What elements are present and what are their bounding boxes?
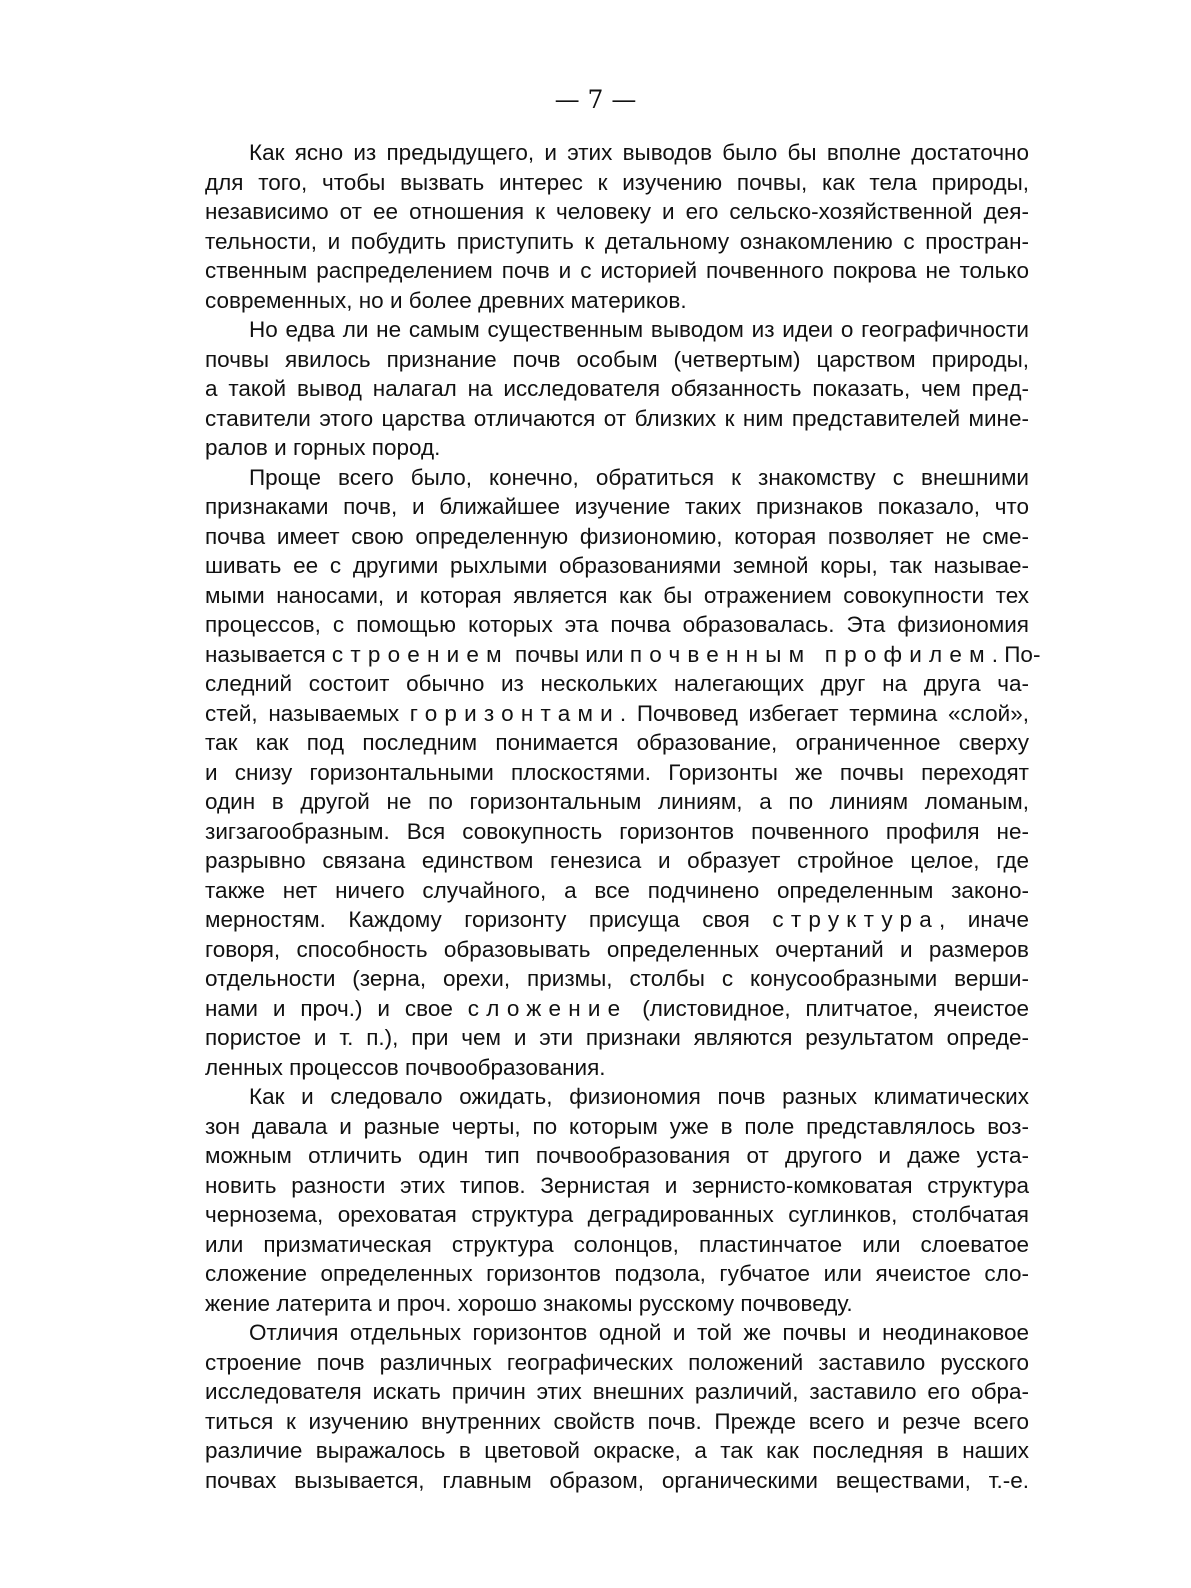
text-line: строение почв различных географических положений заставило русского — [205, 1349, 1029, 1375]
text-line: говоря, способность образовывать определенных очертаний и размеров — [205, 936, 1029, 962]
text-line: почва имеет свою определенную физиономию, которая позволяет не сме- — [205, 523, 1029, 549]
paragraph — [205, 463, 1041, 1083]
text-line: Отличия отдельных горизонтов одной и той же почвы и неодинаковое — [249, 1320, 1029, 1345]
text-line: пористое и т. п.), при чем и эти признаки являются результатом опреде- — [205, 1025, 1029, 1050]
paragraph — [205, 1082, 1029, 1318]
text-line: зон давала и разные черты, по которым уже в поле представлялось воз- — [205, 1113, 1029, 1139]
text-line: зигзагообразным. Вся совокупность горизонтов почвенного профиля не- — [205, 818, 1029, 844]
text-line — [205, 994, 1029, 1024]
spaced-term: сложение — [467, 995, 628, 1021]
text-line: ралов и горных пород. — [205, 435, 441, 460]
spaced-term: структура — [772, 907, 939, 932]
text-line: ставители этого царства отличаются от близких к ним представителей мине- — [205, 405, 1029, 431]
text-run: стей, называемых — [205, 700, 410, 726]
text-line: современных, но и более древних материков. — [205, 287, 687, 313]
text-line: мыми наносами, и которая является как бы отражением совокупности тех — [205, 582, 1029, 608]
text-line: исследователя искать причин этих внешних различий, заставило его обра- — [205, 1379, 1029, 1404]
text-line: Как и следовало ожидать, физиономия почв разных климатических — [249, 1084, 1029, 1109]
text-run: (листовидное, плитчатое, ячеистое — [627, 995, 1029, 1021]
text-line: для того, чтобы вызвать интерес к изучению почвы, как тела природы, — [205, 169, 1029, 195]
text-line: один в другой не по горизонтальным линиям, а по линиям ломаным, — [205, 789, 1029, 814]
text-line: различие выражалось в цветовой окраске, а так как последняя в наших — [205, 1438, 1029, 1463]
text-line: так как под последним понимается образование, ограниченное сверху — [205, 730, 1029, 755]
paragraph — [205, 1318, 1029, 1495]
text-line: ленных процессов почвообразования. — [205, 1054, 606, 1080]
text-run: почвы или — [508, 641, 630, 667]
text-line: процессов, с помощью которых эта почва образовалась. Эта физиономия — [205, 612, 1029, 637]
body-text — [205, 138, 1041, 1495]
text-line: новить разности этих типов. Зернистая и зернисто-комковатая структура — [205, 1172, 1029, 1198]
paragraph — [205, 138, 1029, 315]
text-run: . Почвовед избегает термина «слой», — [619, 700, 1029, 726]
text-line: следний состоит обычно из нескольких налегающих друг на друга ча- — [205, 671, 1029, 696]
text-line: шивать ее с другими рыхлыми образованиями земной коры, так называе- — [205, 553, 1029, 578]
text-line — [205, 905, 1029, 935]
text-line: а такой вывод налагал на исследователя обязанность показать, чем пред- — [205, 376, 1029, 401]
text-line: или призматическая структура солонцов, пластинчатое или слоеватое — [205, 1231, 1029, 1257]
text-line: и снизу горизонтальными плоскостями. Горизонты же почвы переходят — [205, 759, 1029, 785]
spaced-term: строением — [331, 641, 509, 667]
spaced-term: почвенным профилем — [629, 641, 992, 667]
text-line: отдельности (зерна, орехи, призмы, столбы с конусообразными верши- — [205, 966, 1029, 991]
text-line: ственным распределением почв и с историей почвенного покрова не только — [205, 258, 1029, 283]
text-line: Проще всего было, конечно, обратиться к знакомству с внешними — [249, 464, 1029, 490]
text-line: Как ясно из предыдущего, и этих выводов было бы вполне достаточно — [249, 140, 1029, 165]
text-run: мерностям. Каждому горизонту присуща своя — [205, 907, 773, 932]
text-line: чернозема, ореховатая структура деградированных суглинков, столбчатая — [205, 1202, 1029, 1227]
text-run: называется — [205, 641, 332, 667]
text-line: сложение определенных горизонтов подзола, губчатое или ячеистое сло- — [205, 1261, 1029, 1286]
text-line: почвы явилось признание почв особым (четвертым) царством природы, — [205, 346, 1029, 372]
text-line: признаками почв, и ближайшее изучение таких признаков показало, что — [205, 494, 1029, 519]
text-line: также нет ничего случайного, а все подчинено определенным законо- — [205, 877, 1029, 903]
text-line: тельности, и побудить приступить к детальному ознакомлению с простран- — [205, 228, 1029, 254]
paragraph — [205, 315, 1029, 463]
text-line — [205, 699, 1029, 729]
text-line: независимо от ее отношения к человеку и его сельско-хозяйственной дея- — [205, 199, 1029, 224]
text-run: нами и проч.) и свое — [205, 995, 468, 1021]
text-line: почвах вызывается, главным образом, органическими веществами, т.-е. — [205, 1467, 1029, 1493]
page-number: — 7 — — [554, 85, 637, 114]
text-line — [205, 640, 1041, 670]
text-line: титься к изучению внутренних свойств почв. Прежде всего и резче всего — [205, 1408, 1029, 1434]
spaced-term: горизонтами — [409, 700, 620, 726]
text-line: Но едва ли не самым существенным выводом из идеи о географичности — [249, 317, 1029, 342]
text-line: можным отличить один тип почвообразования от другого и даже уста- — [205, 1143, 1029, 1168]
text-run: . По- — [991, 641, 1041, 667]
text-line: разрывно связана единством генезиса и образует стройное целое, где — [205, 848, 1029, 873]
text-line: жение латерита и проч. хорошо знакомы русскому почвоведу. — [205, 1290, 853, 1316]
text-run: , иначе — [938, 907, 1029, 932]
